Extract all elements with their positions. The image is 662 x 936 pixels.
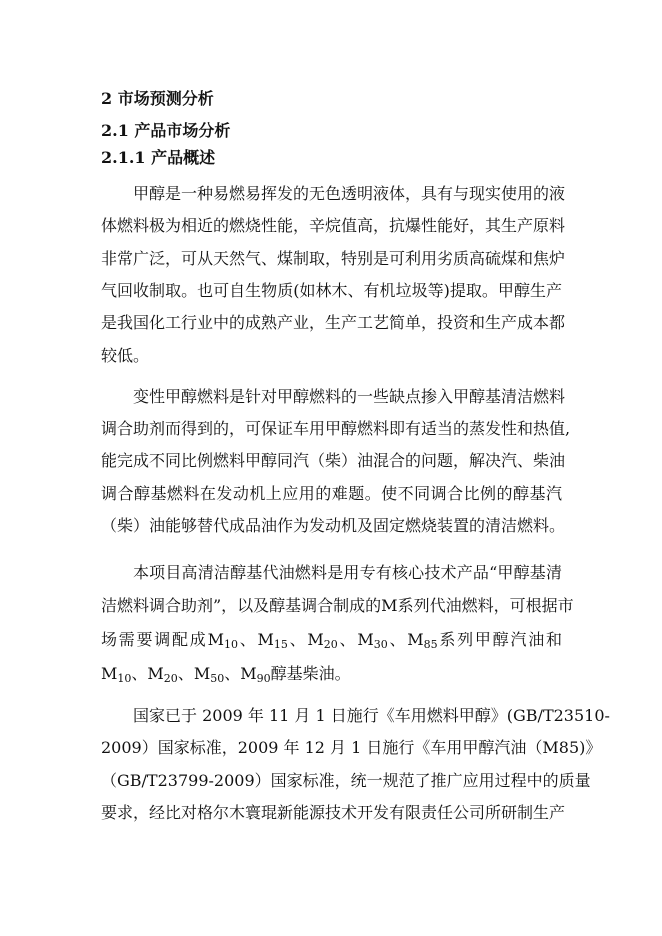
paragraph-2-line-2: 调合助剂而得到的，可保证车用甲醇燃料即有适当的蒸发性和热值,: [101, 419, 571, 438]
paragraph-3-line-3: [101, 630, 562, 650]
paragraph-2-line-5: （柴）油能够替代成品油作为发动机及固定燃烧装置的清洁燃料。: [101, 516, 566, 535]
paragraph-3-line-2: 洁燃料调合助剂”，以及醇基调合制成的M系列代油燃料，可根据市: [101, 596, 574, 615]
paragraph-3-line-1: 本项目高清洁醇基代油燃料是用专有核心技术产品“甲醇基清: [133, 563, 562, 582]
paragraph-3-line-4: [101, 664, 562, 684]
paragraph-2-line-1: 变性甲醇燃料是针对甲醇燃料的一些缺点掺入甲醇基清洁燃料: [133, 387, 566, 406]
grade-m50: $M_{50}$、: [193, 664, 241, 685]
grade-m10: $M_{10}$、: [101, 664, 148, 685]
paragraph-1-line-5: 是我国化工行业中的成熟产业，生产工艺简单，投资和生产成本都: [101, 313, 566, 332]
section-heading: 2 市场预测分析: [101, 89, 214, 108]
subsubsection-heading: 2.1.1 产品概述: [101, 148, 216, 167]
grade-m20: $M_{20}$、: [147, 664, 194, 685]
grade-m15: $M_{15}$、: [257, 630, 308, 651]
paragraph-4-line-1: 国家已于 2009 年 11 月 1 日施行《车用燃料甲醇》(GB/T23510-: [133, 706, 610, 725]
paragraph-2-line-3: 能完成不同比例燃料甲醇同汽（柴）油混合的问题，解决汽、柴油: [101, 451, 566, 470]
grade-m85: $M_{85}$: [407, 630, 438, 651]
subsection-heading: 2.1 产品市场分析: [101, 121, 231, 140]
paragraph-4-line-2: 2009）国家标准，2009 年 12 月 1 日施行《车用甲醇汽油（M85)》: [101, 738, 602, 757]
grade-m20: $M_{20}$、: [307, 630, 358, 651]
paragraph-1-line-6: 较低。: [101, 346, 150, 365]
grade-m30: $M_{30}$、: [357, 630, 408, 651]
grade-m10: $M_{10}$、: [207, 630, 258, 651]
line-suffix: 系列甲醇汽油和: [437, 630, 562, 649]
paragraph-4-line-4: 要求，经比对格尔木寰琨新能源技术开发有限责任公司所研制生产: [101, 803, 566, 822]
line-suffix: 醇基柴油。: [270, 664, 351, 683]
line-prefix: 场需要调配成: [101, 630, 208, 649]
paragraph-1-line-1: 甲醇是一种易燃易挥发的无色透明液体，具有与现实使用的液: [133, 184, 566, 203]
paragraph-1-line-2: 体燃料极为相近的燃烧性能，辛烷值高，抗爆性能好，其生产原料: [101, 216, 566, 235]
paragraph-2-line-4: 调合醇基燃料在发动机上应用的难题。使不同调合比例的醇基汽: [101, 484, 562, 503]
paragraph-4-line-3: （GB/T23799-2009）国家标准，统一规范了推广应用过程中的质量: [101, 771, 591, 790]
grade-m90: $M_{90}$: [240, 664, 271, 685]
paragraph-1-line-3: 非常广泛，可从天然气、煤制取，特别是可利用劣质高硫煤和焦炉: [101, 249, 566, 268]
paragraph-1-line-4: 气回收制取。也可自生物质(如林木、有机垃圾等)提取。甲醇生产: [101, 281, 562, 300]
